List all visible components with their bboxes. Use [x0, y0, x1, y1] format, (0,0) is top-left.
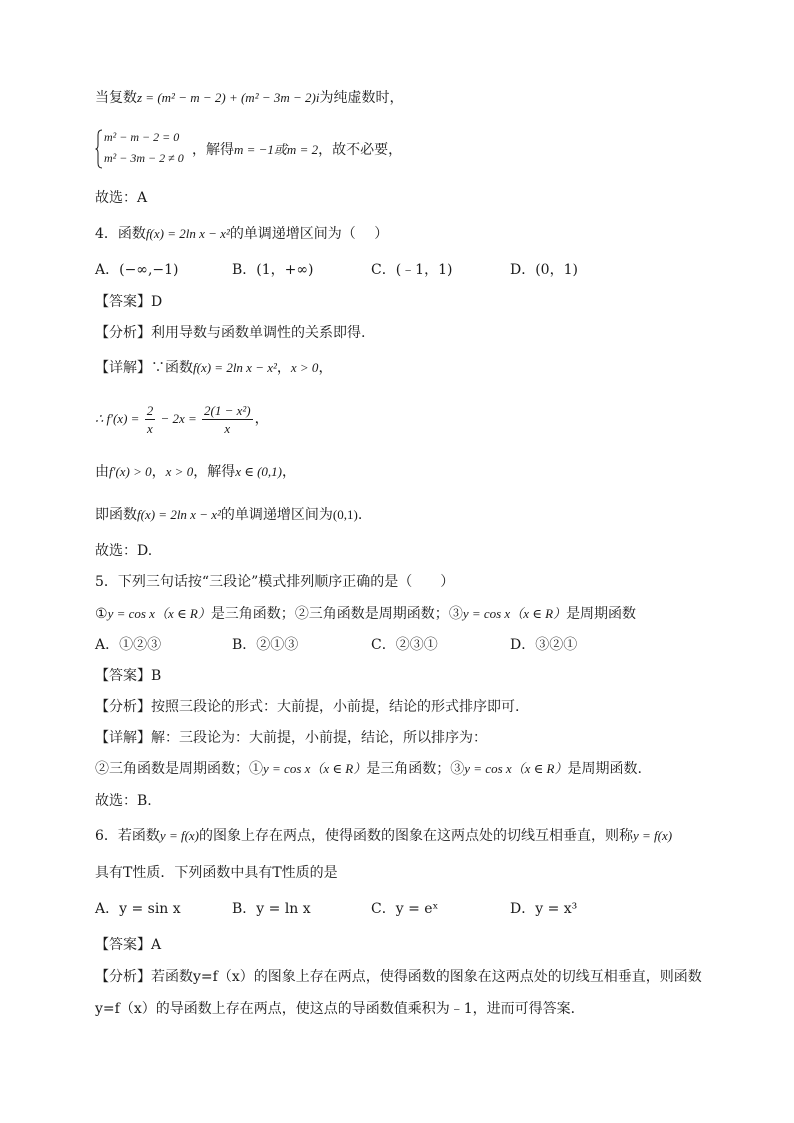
cos-formula: y = cos x [107, 606, 155, 621]
text: 4．函数 [95, 226, 146, 242]
domain-condition: （x ∈ R） [511, 761, 568, 776]
text: ②三角函数是周期函数； [294, 606, 449, 622]
system-equation-2: m² − 3m − 2 ≠ 0 [104, 151, 184, 165]
answer-tag: 【答案】 [95, 668, 151, 684]
answer-tag: 【答案】 [95, 294, 151, 310]
denominator: x [224, 420, 231, 436]
q5-statements [95, 604, 636, 624]
pure-imaginary-line [95, 88, 403, 108]
q6-analysis-line-2: y=f（x）的导函数上存在两点，使这点的导函数值乘积为﹣1，进而可得答案． [95, 1001, 585, 1017]
q4-derivative [95, 401, 269, 437]
q6-stem-line-2: 具有T性质．下列函数中具有T性质的是 [95, 865, 338, 881]
text: 的图象上存在两点，使得函数的图象在这两点处的切线互相垂直，则称 [199, 828, 634, 844]
q5-option-d: D．③②① [510, 637, 578, 653]
text: 是三角函数； [210, 606, 295, 622]
text: ，解得 [192, 142, 234, 158]
domain-condition: （x ∈ R） [310, 761, 367, 776]
q4-option-b: B．(1，+∞) [232, 262, 314, 278]
denominator: x [147, 420, 153, 436]
analysis-tag: 【分析】 [95, 699, 151, 715]
numerator: 2(1 − x²) [204, 402, 251, 418]
q4-option-a: A．(−∞,−1) [95, 262, 179, 278]
domain-condition: （x ∈ R） [510, 606, 567, 621]
text: 是周期函数. [567, 761, 642, 777]
answer-value: A [151, 937, 162, 953]
function-formula: f(x) = 2ln x − x² [137, 507, 221, 522]
q4-option-d: D．(0，1) [510, 262, 578, 278]
q4-analysis [95, 323, 365, 343]
complex-formula: z = (m² − m − 2) + (m² − 3m − 2)i [137, 90, 320, 105]
text: 的单调递增区间为 [220, 507, 333, 523]
analysis-text: 按照三段论的形式：大前提，小前提，结论的形式排序即可. [151, 699, 520, 715]
text: ∵函数 [151, 360, 193, 376]
q5-option-c: C．②③① [371, 637, 438, 653]
detail-tag: 【详解】 [95, 360, 151, 376]
circled-number: ① [95, 606, 108, 622]
text: ， [254, 411, 269, 427]
detail-text: 解：三段论为：大前提，小前提，结论，所以排序为： [151, 730, 487, 746]
q5-choose: 故选：B. [95, 793, 152, 809]
q5-analysis [95, 697, 519, 717]
text: ， [282, 464, 297, 480]
solution-formula: m = −1或m = 2 [234, 142, 319, 157]
choose-line: 故选：A [95, 190, 148, 206]
q4-detail [95, 358, 332, 378]
text: ， [318, 360, 333, 376]
interval-formula: (0,1) [332, 507, 358, 522]
q4-stem [95, 224, 388, 244]
q5-option-b: B．②①③ [232, 637, 299, 653]
derivative-mid: − 2x = [157, 411, 201, 426]
answer-tag: 【答案】 [95, 937, 151, 953]
function-formula: y = f(x) [159, 828, 200, 843]
text: 6．若函数 [95, 828, 160, 844]
text: 的单调递增区间为（ ） [229, 226, 389, 242]
q5-detail [95, 728, 487, 748]
analysis-text: 利用导数与函数单调性的关系即得. [151, 325, 366, 341]
text: 即函数 [95, 507, 137, 523]
text: ， [276, 360, 291, 376]
derivative-lead: ∴ f′(x) = [95, 411, 143, 426]
q5-order [95, 759, 642, 779]
analysis-text: 若函数y=f（x）的图象上存在两点，使得函数的图象在这两点处的切线互相垂直，则函数 [151, 969, 702, 985]
text: ②三角函数是周期函数； [95, 761, 249, 777]
q6-stem-line-1 [95, 826, 672, 846]
cos-formula: y = cos x [462, 606, 511, 621]
domain-condition: （x ∈ R） [154, 606, 211, 621]
fraction [145, 402, 156, 437]
cos-formula: y = cos x [464, 761, 512, 776]
circled-number: ③ [448, 606, 463, 622]
numerator: 2 [146, 402, 154, 418]
answer-value: D [151, 294, 163, 310]
derivative-condition: f′(x) > 0 [109, 464, 152, 479]
analysis-tag: 【分析】 [95, 325, 151, 341]
text: 由 [95, 464, 109, 480]
q4-choose: 故选：D. [95, 543, 153, 559]
q6-analysis-line-1 [95, 967, 702, 987]
text: 是周期函数 [566, 606, 637, 622]
q5-option-a: A．①②③ [95, 637, 162, 653]
q6-option-d: D．y = x³ [510, 901, 578, 917]
text: 当复数 [95, 90, 137, 106]
text: ， [151, 464, 166, 480]
q4-formula: f(x) = 2ln x − x² [145, 226, 230, 241]
system-equation-1: m² − m − 2 = 0 [104, 130, 180, 144]
q6-option-c: C．y = eˣ [371, 901, 439, 917]
circled-number: ① [249, 761, 263, 777]
domain-formula: x > 0 [165, 464, 194, 479]
fraction [202, 402, 253, 437]
q6-option-b: B．y = ln x [232, 901, 311, 917]
text: . [357, 507, 363, 523]
q4-answer [95, 292, 162, 312]
circled-number: ③ [450, 761, 465, 777]
q6-answer [95, 935, 161, 955]
detail-tag: 【详解】 [95, 730, 151, 746]
q6-option-a: A．y = sin x [95, 901, 181, 917]
answer-value: B [151, 668, 162, 684]
text: ，故不必要， [318, 142, 403, 158]
left-brace-icon [95, 129, 103, 169]
interval-formula: x ∈ (0,1) [235, 464, 283, 479]
analysis-tag: 【分析】 [95, 969, 151, 985]
text: ，解得 [193, 464, 236, 480]
q4-option-c: C．(﹣1，1) [371, 262, 453, 278]
q4-conclusion [95, 505, 362, 525]
function-formula: y = f(x) [633, 828, 673, 843]
q5-answer [95, 666, 161, 686]
function-formula: f(x) = 2ln x − x² [193, 360, 277, 375]
q5-stem: 5．下列三句话按“三段论”模式排列顺序正确的是（ ） [95, 574, 455, 590]
system-solution-line [192, 140, 402, 160]
text: 为纯虚数时， [319, 90, 404, 106]
cos-formula: y = cos x [263, 761, 311, 776]
text: 是三角函数； [366, 761, 451, 777]
domain-formula: x > 0 [290, 360, 319, 375]
q4-condition [95, 462, 296, 482]
